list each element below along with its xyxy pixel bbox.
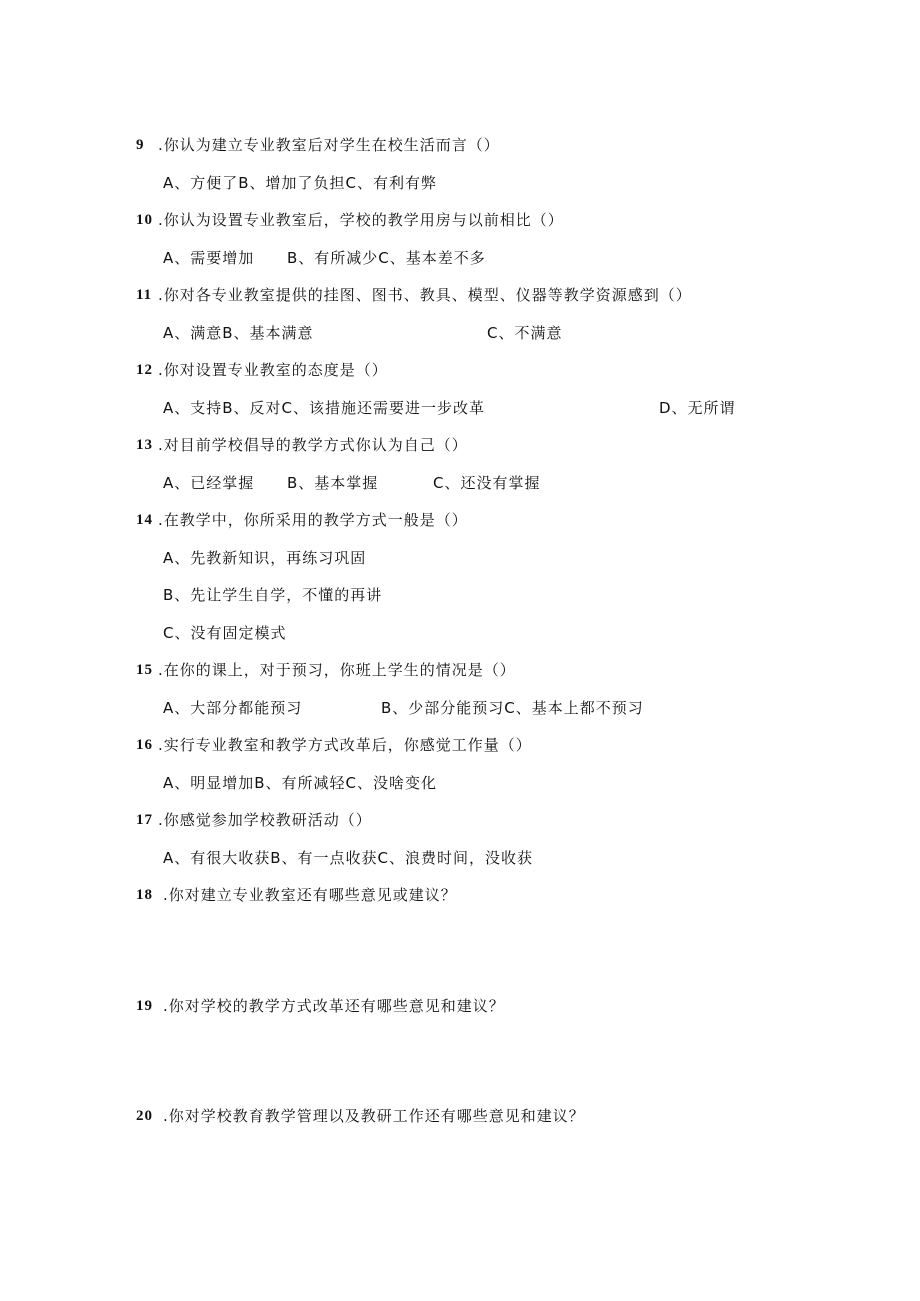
question-text: .你对各专业教室提供的挂图、图书、教具、模型、仪器等教学资源感到（） [158, 286, 692, 304]
option-b: B、先让学生自学，不懂的再讲 [163, 586, 383, 604]
question-text: .对目前学校倡导的教学方式你认为自己（） [158, 436, 468, 454]
question-number: 11 [136, 287, 153, 303]
option-a: A、先教新知识，再练习巩固 [163, 549, 367, 567]
question-text: .你对学校教育教学管理以及教研工作还有哪些意见和建议？ [163, 1107, 585, 1125]
question-number: 13 [136, 437, 153, 453]
question-text: .你对学校的教学方式改革还有哪些意见和建议？ [163, 997, 505, 1015]
option-a: A、大部分都能预习 [163, 699, 303, 717]
question-number: 15 [136, 662, 153, 678]
question-text: .在教学中，你所采用的教学方式一般是（） [158, 511, 468, 529]
option-c: C、不满意 [487, 324, 563, 342]
question-number: 20 [136, 1108, 153, 1124]
option-line: A、明显增加B、有所减轻C、没啥变化 [163, 774, 438, 792]
option-a: A、已经掌握 [163, 474, 255, 492]
question-text: .你感觉参加学校教研活动（） [158, 811, 372, 829]
option-b: B、基本掌握 [287, 474, 379, 492]
option-a-b-c: A、支持B、反对C、该措施还需要进一步改革 [163, 399, 486, 417]
question-number: 16 [136, 737, 153, 753]
question-number: 9 [136, 137, 145, 153]
question-text: .在你的课上，对于预习，你班上学生的情况是（） [158, 661, 516, 679]
option-c: C、没有固定模式 [163, 624, 287, 642]
question-number: 12 [136, 362, 153, 378]
option-d: D、无所谓 [659, 399, 736, 417]
question-text: .你对设置专业教室的态度是（） [158, 361, 388, 379]
option-line: A、方便了B、增加了负担C、有利有弊 [163, 174, 438, 192]
question-number: 17 [136, 812, 153, 828]
question-text: .实行专业教室和教学方式改革后，你感觉工作量（） [158, 736, 532, 754]
option-b-c: B、少部分能预习C、基本上都不预习 [381, 699, 644, 717]
question-number: 14 [136, 512, 153, 528]
option-c: C、还没有掌握 [433, 474, 541, 492]
question-number: 18 [136, 887, 153, 903]
question-number: 10 [136, 212, 153, 228]
option-line: A、有很大收获B、有一点收获C、浪费时间，没收获 [163, 849, 534, 867]
question-text: .你认为设置专业教室后，学校的教学用房与以前相比（） [158, 211, 564, 229]
question-number: 19 [136, 998, 153, 1014]
option-b-c: B、有所减少C、基本差不多 [287, 249, 486, 267]
option-a-b: A、满意B、基本满意 [163, 324, 314, 342]
option-a: A、需要增加 [163, 249, 255, 267]
question-text: .你认为建立专业教室后对学生在校生活而言（） [158, 136, 500, 154]
question-text: .你对建立专业教室还有哪些意见或建议？ [163, 886, 457, 904]
